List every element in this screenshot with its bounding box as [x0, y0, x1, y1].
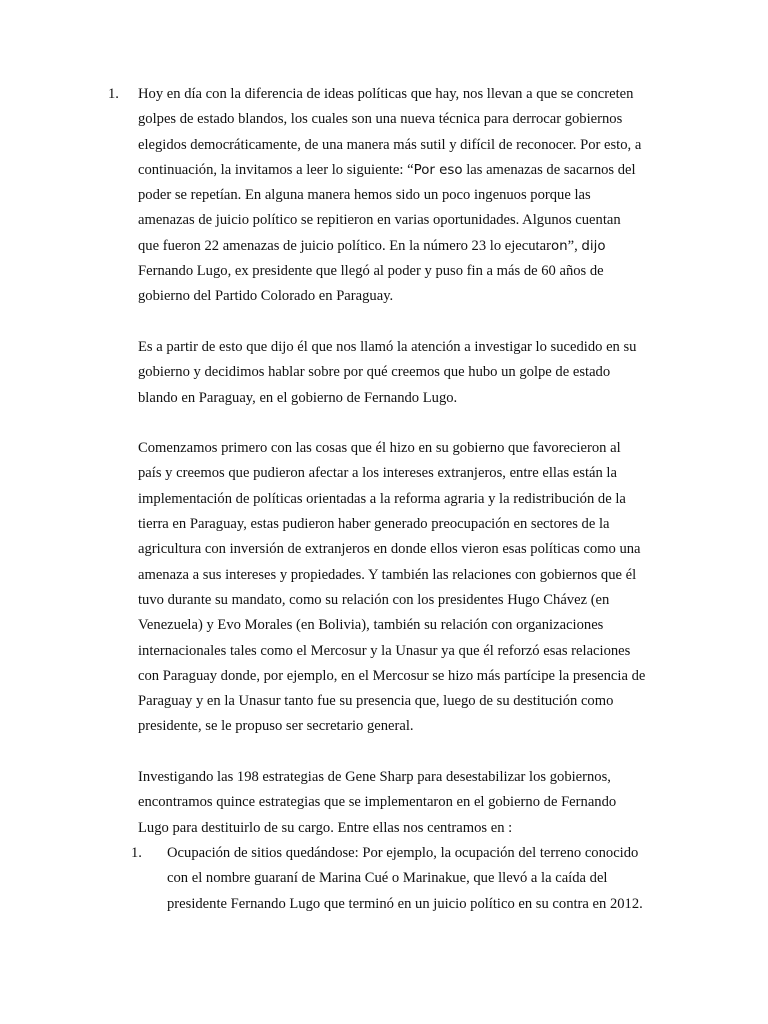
paragraph-gap	[138, 310, 668, 335]
text-line: con Paraguay donde, por ejemplo, en el Mercosur se hizo más partícipe la presencia de	[138, 667, 646, 684]
text-segment: que fueron 22 amenazas de juicio político. En la número 23 lo ejecutar	[138, 237, 551, 254]
text-line: gobierno del Partido Colorado en Paraguay.	[138, 288, 394, 305]
text-line: golpes de estado blandos, los cuales son una nueva técnica para derrocar gobiernos	[138, 111, 623, 128]
text-line-with-quote-start	[138, 158, 668, 183]
text-segment-alt-font: on	[550, 238, 568, 254]
paragraph-strategies	[138, 765, 668, 841]
text-line: amenazas de juicio político se repitieron en varias oportunidades. Algunos cuentan	[138, 212, 621, 229]
paragraph-policies	[138, 436, 668, 740]
text-segment-alt-font: dijo	[581, 238, 606, 254]
text-line: Investigando las 198 estrategias de Gene Sharp para desestabilizar los gobiernos,	[138, 769, 611, 786]
text-line: internacionales tales como el Mercosur y la Unasur ya que él reforzó esas relaciones	[138, 642, 631, 659]
text-line-with-quote-end	[138, 234, 668, 259]
text-line: con el nombre guaraní de Marina Cué o Marinakue, que llevó a la caída del	[167, 870, 608, 887]
text-line: poder se repetían. En alguna manera hemos sido un poco ingenuos porque las	[138, 187, 591, 204]
text-line: Ocupación de sitios quedándose: Por ejemplo, la ocupación del terreno conocido	[167, 844, 639, 861]
text-segment-alt-font: Por eso	[413, 162, 463, 178]
paragraph-gap	[138, 740, 668, 765]
text-line: Venezuela) y Evo Morales (en Bolivia), también su relación con organizaciones	[138, 617, 604, 634]
text-segment: las amenazas de sacarnos del	[462, 161, 636, 178]
list-item-body	[131, 82, 668, 917]
text-line: país y creemos que pudieron afectar a los intereses extranjeros, entre ellas están la	[138, 465, 617, 482]
text-line: tierra en Paraguay, estas pudieron haber generado preocupación en sectores de la	[138, 516, 610, 533]
paragraph-gap	[138, 411, 668, 436]
text-line: presidente, se le propuso ser secretario general.	[138, 718, 414, 735]
text-line: implementación de políticas orientadas a la reforma agraria y la redistribución de la	[138, 490, 626, 507]
text-line: tuvo durante su mandato, como su relación con los presidentes Hugo Chávez (en	[138, 591, 610, 608]
sublist-item	[131, 841, 668, 917]
text-line: encontramos quince estrategias que se implementaron en el gobierno de Fernando	[138, 794, 617, 811]
text-line: Paraguay y en la Unasur tanto fue su presencia que, luego de su destitución como	[138, 693, 614, 710]
text-line: Comenzamos primero con las cosas que él hizo en su gobierno que favorecieron al	[138, 440, 621, 457]
text-line: blando en Paraguay, en el gobierno de Fernando Lugo.	[138, 389, 458, 406]
paragraph-intro	[138, 82, 668, 310]
text-segment: continuación, la invitamos a leer lo siguiente: “	[138, 161, 414, 178]
strategy-sublist	[131, 841, 668, 917]
text-line: Fernando Lugo, ex presidente que llegó al poder y puso fin a más de 60 años de	[138, 263, 604, 280]
paragraph-motivation	[138, 335, 668, 411]
text-line: gobierno y decidimos hablar sobre por qué creemos que hubo un golpe de estado	[138, 364, 611, 381]
list-number: 1.	[108, 86, 119, 102]
text-line: elegidos democráticamente, de una manera más sutil y difícil de reconocer. Por esto, a	[138, 136, 642, 153]
text-line: amenaza a sus intereses y propiedades. Y también las relaciones con gobiernos que él	[138, 566, 637, 583]
text-line: agricultura con inversión de extranjeros en donde ellos vieron esas políticas como una	[138, 541, 641, 558]
text-line: presidente Fernando Lugo que terminó en un juicio político en su contra en 2012.	[167, 895, 643, 912]
text-line: Es a partir de esto que dijo él que nos llamó la atención a investigar lo sucedido en su	[138, 338, 637, 355]
text-segment: ”,	[567, 237, 582, 254]
text-line: Lugo para destituirlo de su cargo. Entre ellas nos centramos en :	[138, 819, 513, 836]
sublist-number: 1.	[131, 844, 142, 861]
text-line: Hoy en día con la diferencia de ideas políticas que hay, nos llevan a que se concreten	[138, 86, 634, 102]
